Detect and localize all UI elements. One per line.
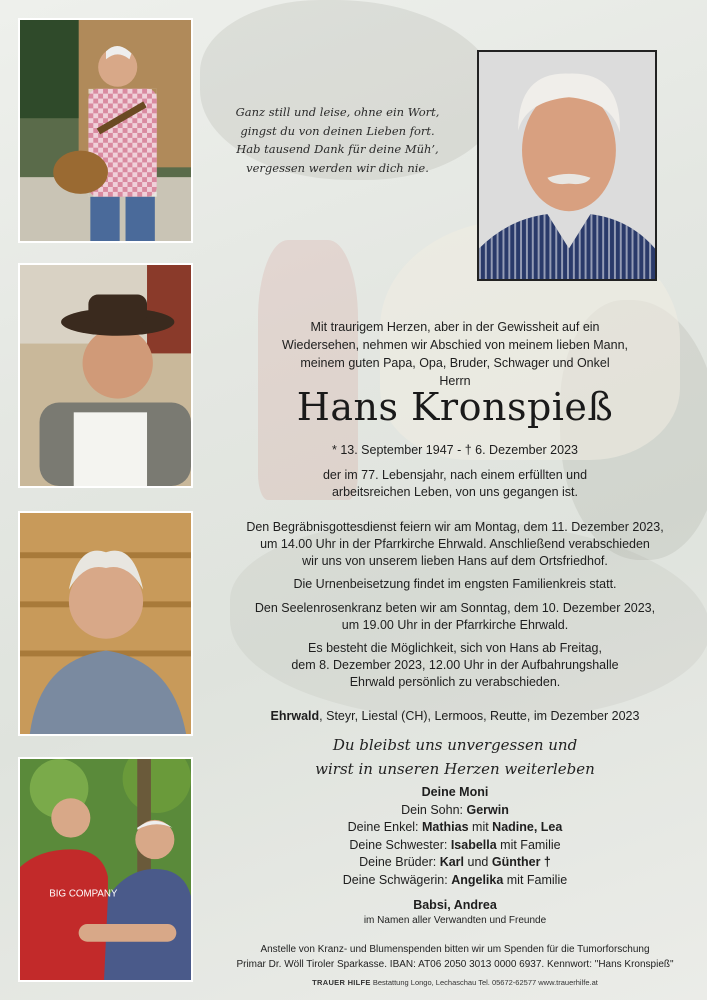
intro-line: Wiedersehen, nehmen wir Abschied von meinem lieben Mann, bbox=[281, 338, 629, 352]
poem-line: gingst du von deinen Lieben fort. bbox=[240, 123, 435, 138]
portrait-photo bbox=[477, 50, 657, 281]
viewing-info bbox=[210, 640, 700, 691]
family-son-label: Dein Sohn: bbox=[401, 802, 467, 817]
photo-guitar bbox=[18, 18, 193, 243]
family-brothers-label: Deine Brüder: bbox=[359, 855, 440, 869]
closing-quote bbox=[210, 733, 700, 781]
viewing-line: Es besteht die Möglichkeit, sich von Hans ab Freitag, bbox=[308, 641, 602, 655]
viewing-line: Ehrwald persönlich zu verabschieden. bbox=[349, 675, 561, 689]
intro-line: Herrn bbox=[439, 374, 471, 388]
places-rest: , Steyr, Liestal (CH), Lermoos, Reutte, im Dezember 2023 bbox=[319, 709, 640, 723]
family-sister-suffix: mit Familie bbox=[496, 837, 561, 852]
family-sister: Isabella bbox=[450, 837, 497, 852]
places-date bbox=[210, 708, 700, 725]
intro-text bbox=[210, 318, 700, 390]
donation-line: Anstelle von Kranz- und Blumenspenden bitten wir um Spenden für die Tumorforschung bbox=[260, 944, 650, 955]
family-wife: Deine Moni bbox=[421, 785, 489, 799]
footer-brand: TRAUER HILFE bbox=[312, 978, 371, 987]
funeral-line: um 14.00 Uhr in der Pfarrkirche Ehrwald. Anschließend verabschieden bbox=[260, 537, 650, 551]
family-grandchildren-mid: mit bbox=[468, 820, 493, 834]
donation-note bbox=[210, 942, 700, 972]
quote-line: Du bleibst uns unvergessen und bbox=[332, 736, 578, 754]
poem-line: Ganz still und leise, ohne ein Wort, bbox=[235, 105, 440, 119]
rosary-info bbox=[210, 600, 700, 634]
family-grandchildren-label: Deine Enkel: bbox=[347, 820, 423, 834]
family-list bbox=[210, 784, 700, 915]
footer-details: Bestattung Longo, Lechaschau Tel. 05672-62577 www.trauerhilfe.at bbox=[370, 978, 598, 987]
photo-hat bbox=[18, 263, 193, 488]
family-others: Babsi, Andrea bbox=[413, 898, 497, 912]
intro-line: meinem guten Papa, Opa, Bruder, Schwager und Onkel bbox=[300, 356, 610, 370]
family-brother: Günther † bbox=[491, 855, 551, 869]
footer bbox=[210, 978, 700, 987]
life-line: der im 77. Lebensjahr, nach einem erfüllten und bbox=[322, 468, 588, 482]
poem bbox=[205, 103, 470, 177]
rosary-line: Den Seelenrosenkranz beten wir am Sonntag, dem 10. Dezember 2023, bbox=[254, 601, 656, 615]
life-dates: * 13. September 1947 - † 6. Dezember 2023 bbox=[332, 443, 578, 457]
family-brother: Karl bbox=[439, 855, 465, 869]
funeral-line: Den Begräbnisgottesdienst feiern wir am Montag, dem 11. Dezember 2023, bbox=[246, 520, 664, 534]
family-son: Gerwin bbox=[466, 802, 509, 817]
rosary-line: um 19.00 Uhr in der Pfarrkirche Ehrwald. bbox=[341, 618, 569, 632]
poem-line: vergessen werden wir dich nie. bbox=[246, 160, 429, 175]
relatives-note: im Namen aller Verwandten und Freunde bbox=[363, 915, 547, 926]
family-grandchild: Nadine, Lea bbox=[492, 820, 563, 834]
place-home: Ehrwald bbox=[270, 709, 320, 723]
family-sisterinlaw-label: Deine Schwägerin: bbox=[342, 872, 452, 887]
funeral-info bbox=[210, 519, 700, 570]
family-sisterinlaw-suffix: mit Familie bbox=[503, 872, 568, 887]
poem-line: Hab tausend Dank für deine Müh’, bbox=[236, 142, 439, 156]
shirt-text: BIG COMPANY bbox=[49, 888, 118, 900]
life-line: arbeitsreichen Leben, von uns gegangen ist. bbox=[331, 485, 578, 499]
life-text bbox=[210, 467, 700, 501]
donation-line: Primar Dr. Wöll Tiroler Sparkasse. IBAN: AT06 2050 3013 0000 6937. Kennwort: "Hans Kronspieß" bbox=[236, 959, 674, 970]
photo-two-men bbox=[18, 757, 193, 982]
quote-line: wirst in unseren Herzen weiterleben bbox=[315, 760, 595, 778]
photo-smile bbox=[18, 511, 193, 736]
urn-info: Die Urnenbeisetzung findet im engsten Familienkreis statt. bbox=[293, 577, 617, 591]
family-brothers-mid: und bbox=[464, 855, 492, 869]
family-grandchild: Mathias bbox=[422, 820, 469, 834]
intro-line: Mit traurigem Herzen, aber in der Gewissheit auf ein bbox=[310, 320, 600, 334]
viewing-line: dem 8. Dezember 2023, 12.00 Uhr in der Aufbahrungshalle bbox=[291, 658, 619, 672]
family-sisterinlaw: Angelika bbox=[451, 872, 504, 887]
family-sister-label: Deine Schwester: bbox=[349, 837, 451, 852]
funeral-line: wir uns von unserem lieben Hans auf dem Ortsfriedhof. bbox=[302, 554, 608, 568]
deceased-name: Hans Kronspieß bbox=[296, 385, 614, 429]
